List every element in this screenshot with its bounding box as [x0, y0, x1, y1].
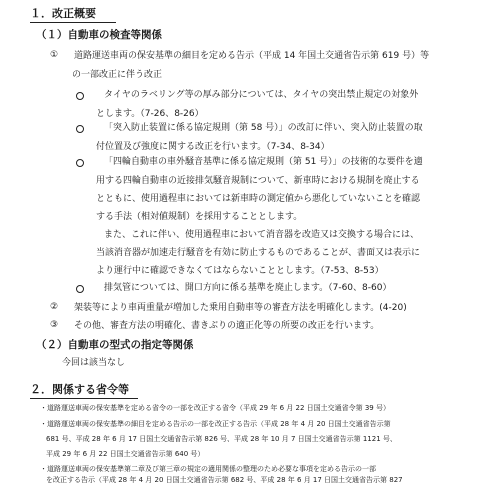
- item-1-line-2: の一部改正に伴う改正: [72, 70, 163, 80]
- bullet-1-line-2: とします。（7-26、8-26）: [96, 109, 204, 119]
- bullet-circle-icon: [76, 159, 84, 167]
- item-1-line-1: 道路運送車両の保安基準の細目を定める告示（平成 14 年国土交通省告示第 619 号）等: [74, 51, 430, 61]
- related-entry-1-line-1: ・道路運送車両の保安基準を定める省令の一部を改正する省令（平成 29 年 6 月 22 日国土交通省令第 39 号）: [40, 404, 390, 412]
- item-2-marker: ②: [50, 302, 59, 312]
- related-entry-3-line-1: ・道路運送車両の保安基準第二章及び第三章の規定の適用関係の整理のため必要な事項を定める告示の一部: [40, 465, 376, 473]
- item-3-marker: ③: [50, 320, 59, 330]
- bullet-circle-icon: [76, 285, 84, 293]
- section-2-heading: ２．関係する省令等: [30, 383, 129, 396]
- section-1-underline: [30, 22, 116, 23]
- bullet-4-line-1: 排気管については、開口方向に係る基準を廃止します。（7-60、8-60）: [104, 283, 392, 293]
- bullet-1-line-1: タイヤのラベリング等の厚み部分については、タイヤの突出禁止規定の対象外: [104, 90, 419, 100]
- bullet-2-line-1: 「突入防止装置に係る協定規則（第 58 号）」の改訂に伴い、突入防止装置の取: [104, 123, 423, 133]
- bullet-3-line-3: とともに、使用過程車においては新車時の測定値から悪化していないことを確認: [96, 194, 421, 204]
- item-1-marker: ①: [50, 50, 59, 60]
- related-entry-2-line-3: 平成 29 年 6 月 22 日国土交通省告示第 640 号）: [46, 450, 205, 458]
- related-entry-2-line-1: ・道路運送車両の保安基準の細目を定める告示の一部を改正する告示（平成 28 年 4 月 20 日国土交通省告示第: [40, 420, 391, 428]
- bullet-3-line-7: より運行中に確認できなくてはならないこととします。（7-53、8-53）: [96, 266, 384, 276]
- item-2-text: 架装等により車両重量が増加した乗用自動車等の審査方法を明確化します。(4-20): [74, 303, 407, 313]
- subsection-2-heading: （２）自動車の型式の指定等関係: [36, 339, 194, 351]
- item-3-text: その他、審査方法の明確化、書きぶりの適正化等の所要の改正を行います。: [74, 321, 380, 331]
- bullet-circle-icon: [76, 92, 84, 100]
- subsection-2-text: 今回は該当なし: [62, 358, 126, 368]
- bullet-3-line-5: また、これに伴い、使用過程車において消音器を改造又は交換する場合には、: [104, 230, 420, 240]
- section-2-underline: [30, 398, 138, 399]
- bullet-circle-icon: [76, 125, 84, 133]
- subsection-1-heading: （１）自動車の検査等関係: [36, 29, 162, 41]
- bullet-3-line-6: 当該消音器が加速走行騒音を有効に防止するものであることが、書面又は表示に: [96, 248, 421, 258]
- bullet-3-line-1: 「四輪自動車の車外騒音基準に係る協定規則（第 51 号）」の技術的な要件を適: [104, 157, 423, 167]
- bullet-2-line-2: 付位置及び強度に関する改正を行います。（7-34、8-34）: [96, 142, 330, 152]
- section-1-heading: １．改正概要: [30, 7, 96, 20]
- bullet-3-line-2: 用する四輪自動車の近接排気騒音規制について、新車時における規制を廃止する: [96, 176, 420, 186]
- related-entry-3-line-2: を改正する告示（平成 28 年 4 月 20 日国土交通省告示第 682 号、平成 28 年 6 月 17 日国土交通省告示第 827: [46, 476, 403, 484]
- related-entry-2-line-2: 681 号、平成 28 年 6 月 17 日国土交通省告示第 826 号、平成 28 年 10 月 7 日国土交通省告示第 1121 号、: [46, 435, 397, 443]
- bullet-3-line-4: する手法（相対値規制）を採用することとします。: [96, 212, 303, 222]
